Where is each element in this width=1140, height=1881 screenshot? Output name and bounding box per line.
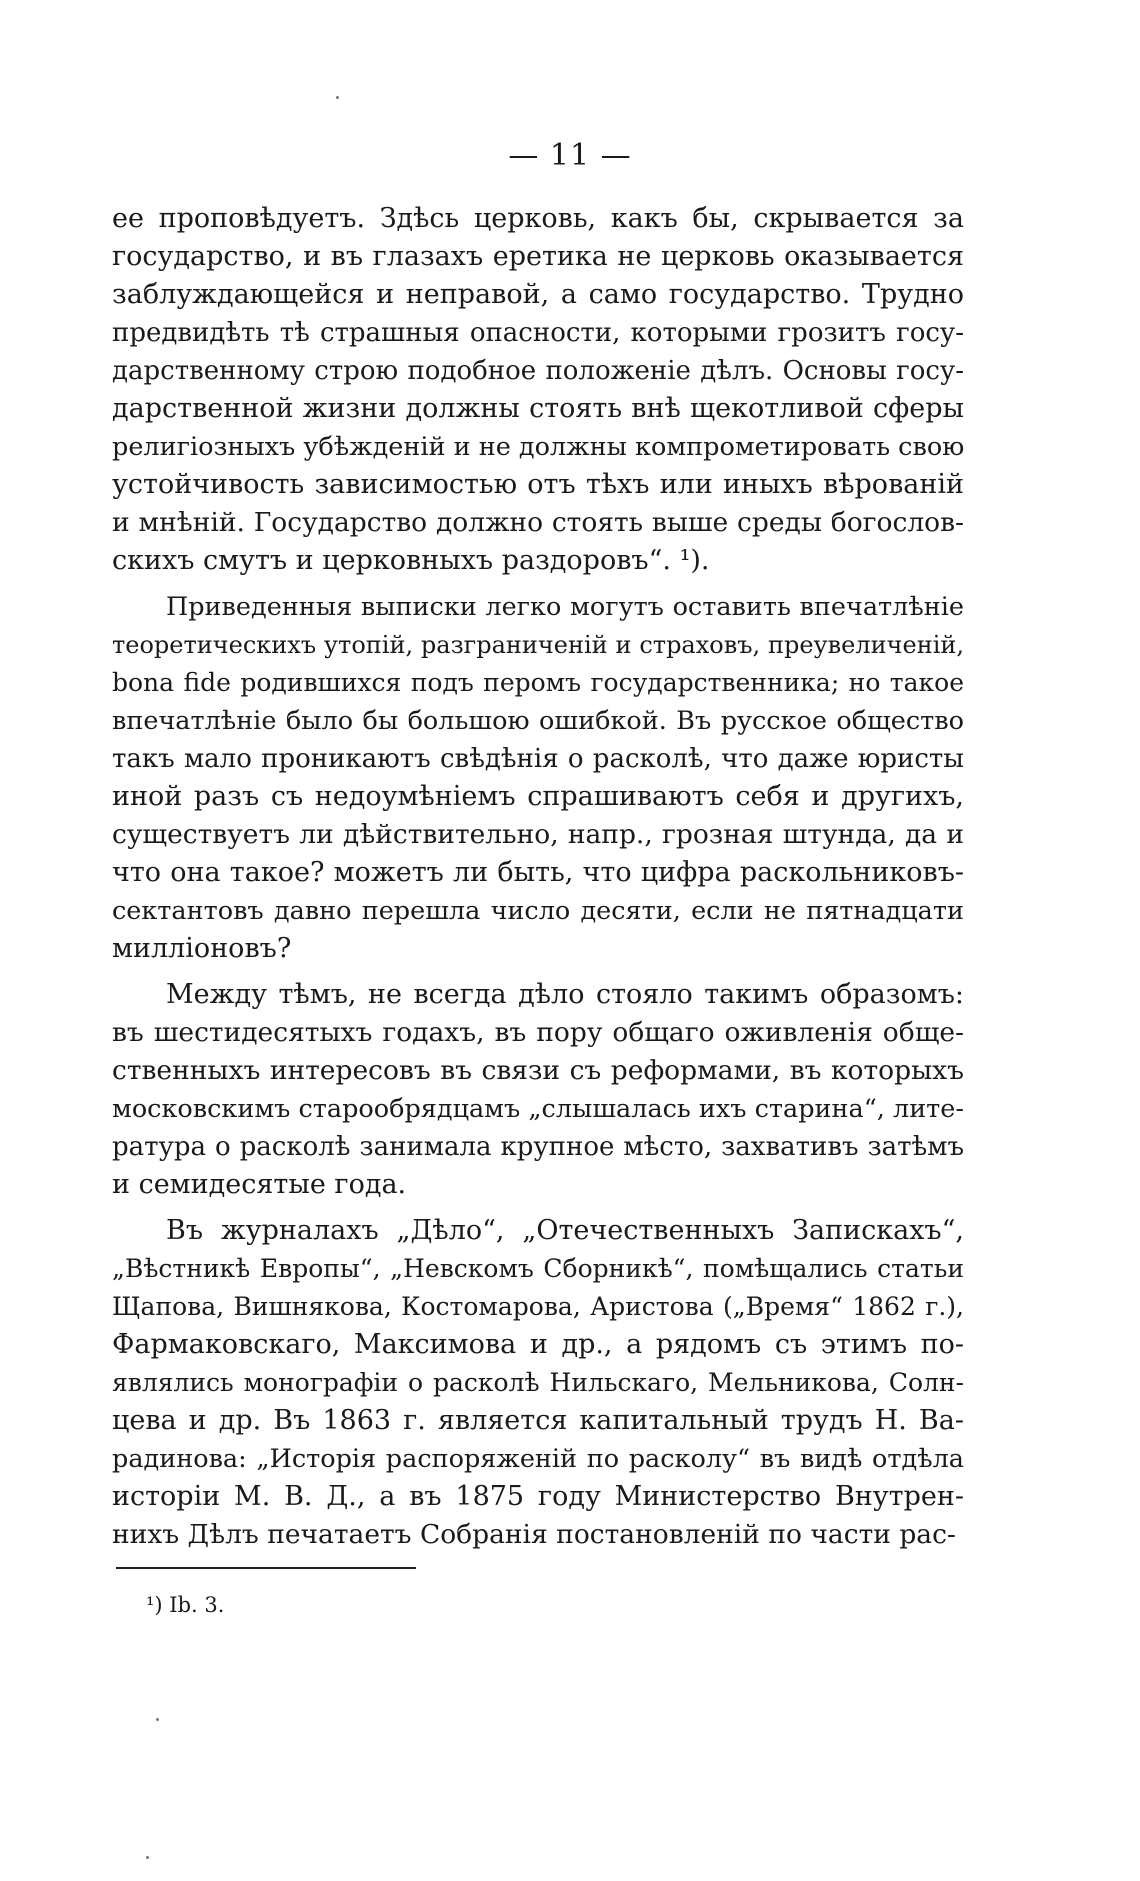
text-line: устойчивость зависимостью отъ тѣхъ или иныхъ вѣрованій	[112, 469, 964, 500]
text-line: скихъ смутъ и церковныхъ раздоровъ“. ¹).	[112, 545, 710, 576]
text-line: дарственному строю подобное положеніе дѣлъ. Основы госу-	[112, 356, 964, 386]
text-line: что она такое? можетъ ли быть, что цифра раскольниковъ-	[112, 857, 964, 888]
text-line: Щапова, Вишнякова, Костомарова, Аристова („Время“ 1862 г.),	[112, 1292, 964, 1321]
text-line: ственныхъ интересовъ въ связи съ реформами, въ которыхъ	[112, 1055, 964, 1086]
text-line: и мнѣній. Государство должно стоять выше среды богослов-	[112, 507, 964, 538]
page-number: — 11 —	[508, 138, 632, 173]
text-line: религіозныхъ убѣжденій и не должны компрометировать свою	[112, 432, 964, 462]
paragraph-gap	[112, 1204, 964, 1212]
text-line: государство, и въ глазахъ еретика не церковь оказывается	[112, 241, 964, 272]
text-line: ратура о расколѣ занимала крупное мѣсто, захвативъ затѣмъ	[112, 1132, 964, 1162]
body-text	[112, 200, 964, 1554]
text-line: иной разъ съ недоумѣніемъ спрашиваютъ себя и другихъ,	[112, 781, 964, 812]
paragraph	[112, 200, 964, 580]
text-line: „Вѣстникѣ Европы“, „Невскомъ Сборникѣ“, помѣщались статьи	[112, 1254, 964, 1283]
text-line: Фармаковскаго, Максимова и др., а рядомъ съ этимъ по-	[112, 1329, 964, 1360]
footnote-rule	[116, 1567, 416, 1569]
text-line: Приведенныя выписки легко могутъ оставить впечатлѣніе	[166, 592, 964, 622]
text-line: и семидесятые года.	[112, 1169, 407, 1200]
text-line: исторіи М. В. Д., а въ 1875 году Министерство Внутрен-	[112, 1481, 964, 1512]
text-line: такъ мало проникаютъ свѣдѣнія о расколѣ, что даже юристы	[112, 744, 964, 774]
text-line: ее проповѣдуетъ. Здѣсь церковь, какъ бы, скрывается за	[112, 203, 964, 234]
text-line: Между тѣмъ, не всегда дѣло стояло такимъ образомъ:	[166, 979, 964, 1010]
paragraph	[112, 588, 964, 968]
text-line: милліоновъ?	[112, 933, 292, 964]
text-line: впечатлѣніе было бы большою ошибкой. Въ русское общество	[112, 706, 964, 736]
paragraph	[112, 976, 964, 1204]
paragraph-gap	[112, 580, 964, 588]
text-line: предвидѣть тѣ страшныя опасности, которыми грозитъ госу-	[112, 318, 964, 348]
text-line: являлись монографіи о расколѣ Нильскаго, Мельникова, Солн-	[112, 1368, 964, 1397]
text-line: радинова: „Исторія распоряженій по расколу“ въ видѣ отдѣла	[112, 1444, 964, 1474]
text-line: въ шестидесятыхъ годахъ, въ пору общаго оживленія обще-	[112, 1017, 964, 1048]
text-line: заблуждающейся и неправой, а само государство. Трудно	[112, 279, 964, 310]
text-line: bona fide родившихся подъ перомъ государственника; но такое	[112, 668, 964, 697]
paper-speck	[336, 96, 339, 99]
footnote: ¹) Ib. 3.	[146, 1593, 225, 1617]
text-line: московскимъ старообрядцамъ „слышалась ихъ старина“, лите-	[112, 1094, 964, 1124]
paper-speck	[156, 1718, 159, 1721]
text-line: Въ журналахъ „Дѣло“, „Отечественныхъ Запискахъ“,	[166, 1215, 964, 1246]
text-line: сектантовъ давно перешла число десяти, если не пятнадцати	[112, 896, 964, 926]
text-line: теоретическихъ утопій, разграниченій и страховъ, преувеличеній,	[112, 631, 964, 659]
text-line: нихъ Дѣлъ печатаетъ Собранія постановленій по части рас-	[112, 1519, 956, 1550]
paragraph	[112, 1212, 964, 1554]
paper-speck	[146, 1856, 149, 1859]
text-line: существуетъ ли дѣйствительно, напр., грозная штунда, да и	[112, 819, 964, 850]
paragraph-gap	[112, 968, 964, 976]
text-line: цева и др. Въ 1863 г. является капитальный трудъ Н. Ва-	[112, 1405, 964, 1436]
text-line: дарственной жизни должны стоять внѣ щекотливой сферы	[112, 393, 964, 424]
